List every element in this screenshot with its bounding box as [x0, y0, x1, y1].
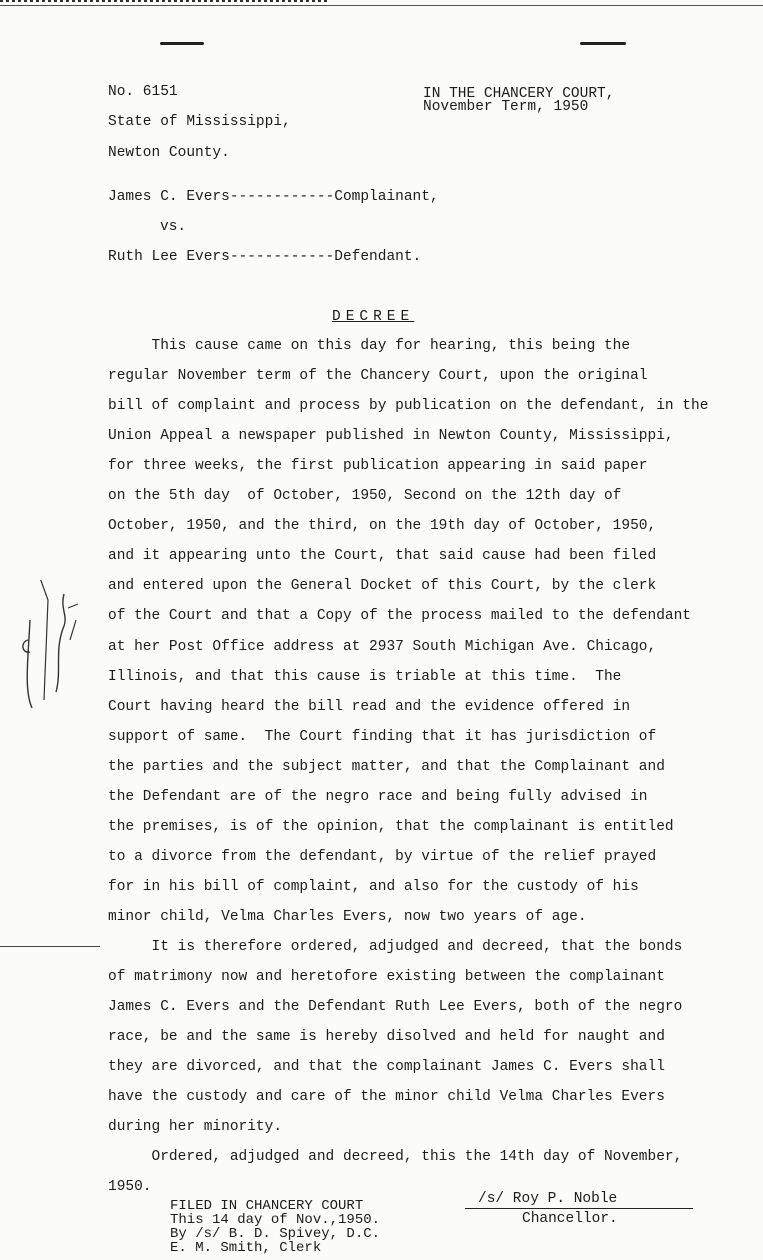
filing-line-2: This 14 day of Nov.,1950. [170, 1212, 381, 1228]
decree-line: minor child, Velma Charles Evers, now two years of age. [108, 909, 587, 925]
decree-line: of matrimony now and heretofore existing between the complainant [108, 969, 665, 985]
decree-line: at her Post Office address at 2937 South Michigan Ave. Chicago, [108, 639, 657, 655]
left-margin-rule [0, 946, 100, 947]
state-name: State of Mississippi, [108, 114, 291, 130]
decree-line: support of same. The Court finding that it has jurisdiction of [108, 729, 657, 745]
decree-line: James C. Evers and the Defendant Ruth Lee Evers, both of the negro [108, 999, 683, 1015]
decree-line: and entered upon the General Docket of this Court, by the clerk [108, 578, 657, 594]
decree-line: Court having heard the bill read and the evidence offered in [108, 699, 631, 715]
decree-line: Illinois, and that this cause is triable at this time. The [108, 669, 622, 685]
case-number: No. 6151 [108, 84, 178, 100]
decree-line: they are divorced, and that the complainant James C. Evers shall [108, 1059, 665, 1075]
signature-title: Chancellor. [522, 1211, 618, 1227]
decree-line: during her minority. [108, 1119, 283, 1135]
hole-punch-mark-right [580, 42, 626, 45]
decree-line: race, be and the same is hereby disolved and held for naught and [108, 1029, 665, 1045]
decree-line: bill of complaint and process by publication on the defendant, in the [108, 398, 709, 414]
decree-line: Ordered, adjudged and decreed, this the 14th day of November, [108, 1149, 683, 1165]
decree-line: and it appearing unto the Court, that said cause had been filed [108, 548, 657, 564]
filing-stamp [170, 1199, 380, 1255]
court-term: November Term, 1950 [423, 99, 589, 115]
court-name: IN THE CHANCERY COURT, [423, 86, 615, 102]
decree-line: It is therefore ordered, adjudged and decreed, that the bonds [108, 939, 683, 955]
decree-line: on the 5th day of October, 1950, Second on the 12th day of [108, 488, 622, 504]
decree-line: have the custody and care of the minor child Velma Charles Evers [108, 1089, 665, 1105]
decree-line: This cause came on this day for hearing, this being the [108, 338, 631, 354]
decree-line: the parties and the subject matter, and that the Complainant and [108, 759, 665, 775]
filing-line-4: E. M. Smith, Clerk [170, 1240, 322, 1256]
hole-punch-mark-left [160, 42, 204, 45]
decree-line: for three weeks, the first publication appearing in said paper [108, 458, 648, 474]
top-edge-dots [0, 0, 330, 2]
document-title: DECREE [332, 309, 415, 325]
signature-name: /s/ Roy P. Noble [478, 1191, 618, 1207]
decree-line: the premises, is of the opinion, that the complainant is entitled [108, 819, 674, 835]
decree-line: of the Court and that a Copy of the process mailed to the defendant [108, 608, 691, 624]
filing-line-3: By /s/ B. D. Spivey, D.C. [170, 1226, 381, 1242]
decree-line: to a divorce from the defendant, by virtue of the relief prayed [108, 849, 657, 865]
filing-line-1: FILED IN CHANCERY COURT [170, 1198, 364, 1214]
complainant-line: James C. Evers------------Complainant, [108, 189, 439, 205]
county-name: Newton County. [108, 145, 230, 161]
decree-line: for in his bill of complaint, and also for the custody of his [108, 879, 639, 895]
versus-label: vs. [160, 219, 187, 235]
decree-line: October, 1950, and the third, on the 19th day of October, 1950, [108, 518, 657, 534]
defendant-line: Ruth Lee Evers------------Defendant. [108, 249, 422, 265]
decree-line: regular November term of the Chancery Court, upon the original [108, 368, 648, 384]
decree-line: 1950. [108, 1179, 152, 1195]
top-edge-rule [0, 5, 763, 6]
margin-handwriting-mark [10, 580, 80, 720]
signature-line [465, 1208, 693, 1209]
decree-line: the Defendant are of the negro race and being fully advised in [108, 789, 648, 805]
decree-line: Union Appeal a newspaper published in Newton County, Mississippi, [108, 428, 674, 444]
